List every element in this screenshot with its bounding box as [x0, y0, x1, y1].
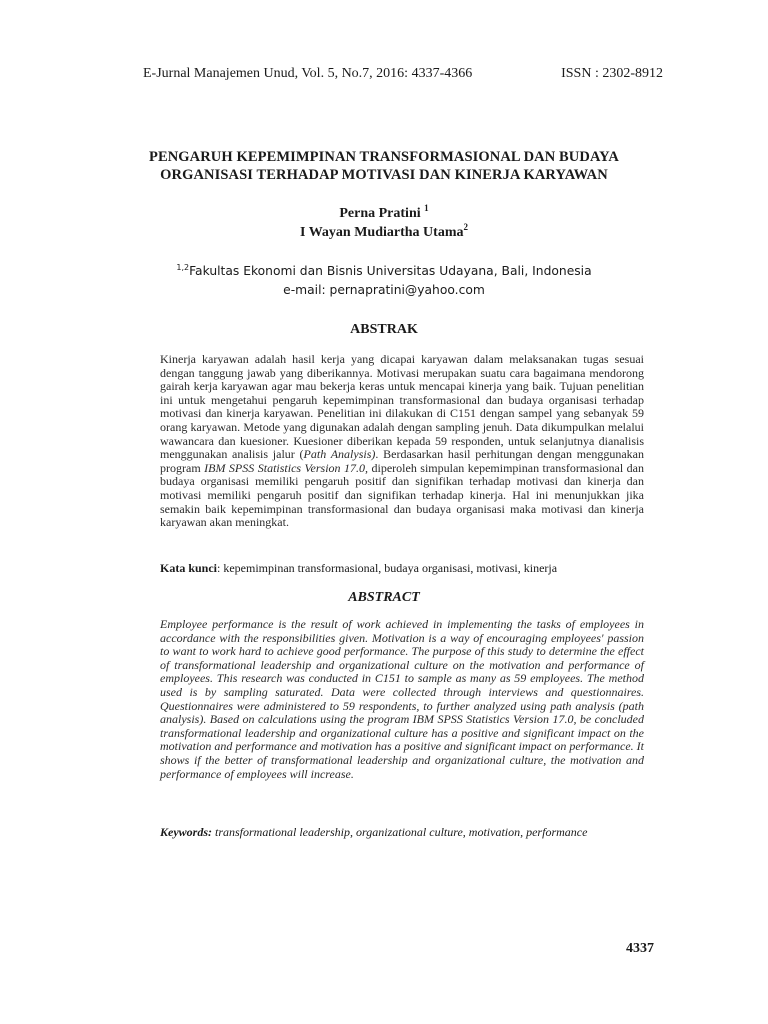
- issn-label: ISSN : 2302-8912: [561, 66, 663, 81]
- journal-citation: E-Jurnal Manajemen Unud, Vol. 5, No.7, 2016: 4337-4366: [143, 66, 473, 81]
- title-line-1: PENGARUH KEPEMIMPINAN TRANSFORMASIONAL DAN BUDAYA: [148, 149, 619, 165]
- abstrak-path-analysis: Path Analysis): [303, 447, 376, 462]
- kata-kunci-label: Kata kunci: [160, 561, 218, 575]
- keywords-label: Keywords:: [160, 825, 212, 839]
- title-line-2: ORGANISASI TERHADAP MOTIVASI DAN KINERJA KARYAWAN: [160, 167, 608, 183]
- author-2-name: I Wayan Mudiartha Utama: [300, 225, 464, 240]
- author-email: e-mail: pernapratini@yahoo.com: [283, 283, 485, 297]
- author-2-sup: 2: [463, 222, 468, 232]
- author-2: [150, 223, 618, 242]
- abstrak-spss: IBM SPSS Statistics Version 17.0,: [204, 460, 369, 475]
- abstrak-text-3: diperoleh simpulan kepemimpinan transformasional dan budaya organisasi memiliki pengaruh positif dan signifikan terhadap motivasi dan kinerja dan motivasi memiliki pengaruh positif dan signifikan terhadap kinerja. Hal ini menunjukkan jika semakin baik kepemimpinan transformasional dan budaya organisasi maka motivasi dan kinerja karyawan akan meningkat.: [160, 460, 644, 530]
- kata-kunci: [160, 561, 644, 575]
- author-1-name: Perna Pratini: [339, 206, 421, 221]
- abstract-body: Employee performance is the result of work achieved in implementing the tasks of employees in accordance with the responsibilities given. Motivation is a way of encouraging employees' passion to want to work hard to achieve good performance. The purpose of this study to determine the effect of transformational leadership and organizational culture on the motivation and performance of employees. This research was conducted in C151 to sample as many as 59 employees. The method used is by sampling saturated. Data were collected through interviews and questionnaires. Questionnaires were administered to 59 respondents, to further analyzed using path analysis (path analysis). Based on calculations using the program IBM SPSS Statistics Version 17.0, be concluded transformational leadership and organizational culture has a positive and significant impact on the motivation and performance and motivation has a positive and significant impact on performance. It shows if the better of transformational leadership and organizational culture, the motivation and performance of employees will increase.: [160, 617, 644, 781]
- affiliation-text: Fakultas Ekonomi dan Bisnis Universitas Udayana, Bali, Indonesia: [189, 264, 592, 278]
- page-number: 4337: [626, 941, 654, 956]
- abstrak-body: [160, 353, 644, 530]
- abstract-heading: ABSTRACT: [348, 590, 420, 605]
- affiliation-sup: 1,2: [176, 263, 190, 272]
- author-list: [150, 204, 618, 242]
- abstrak-text-2: . Berdasarkan hasil perhitungan dengan menggunakan program: [160, 447, 645, 475]
- keywords: [160, 825, 644, 839]
- kata-kunci-list: : kepemimpinan transformasional, budaya organisasi, motivasi, kinerja: [217, 561, 558, 575]
- author-1-sup: 1: [424, 203, 429, 213]
- keywords-list: transformational leadership, organizational culture, motivation, performance: [212, 825, 588, 839]
- abstrak-text-1: Kinerja karyawan adalah hasil kerja yang dicapai karyawan dalam melaksanakan tugas sesuai dengan tanggung jawab yang diberikannya. Motivasi merupakan suatu cara bagaimana mendorong gairah kerja karyawan agar mau bekerja keras untuk mencapai kinerja yang baik. Tujuan penelitian ini untuk mengetahui pengaruh kepemimpinan transformasional dan budaya organisasi terhadap motivasi dan kinerja karyawan. Penelitian ini dilakukan di C151 dengan sampel yang sebanyak 59 orang karyawan. Metode yang digunakan adalah dengan sampling jenuh. Data dikumpulkan melalui wawancara dan kuesioner. Kuesioner diberikan kepada 59 responden, untuk selanjutnya dianalisis menggunakan analisis jalur (: [160, 352, 644, 462]
- abstrak-heading: ABSTRAK: [350, 322, 418, 337]
- running-header: [143, 66, 663, 82]
- affiliation-line: [110, 262, 658, 281]
- author-1: [150, 204, 618, 223]
- affiliation: [110, 262, 658, 300]
- paper-title: [100, 148, 668, 184]
